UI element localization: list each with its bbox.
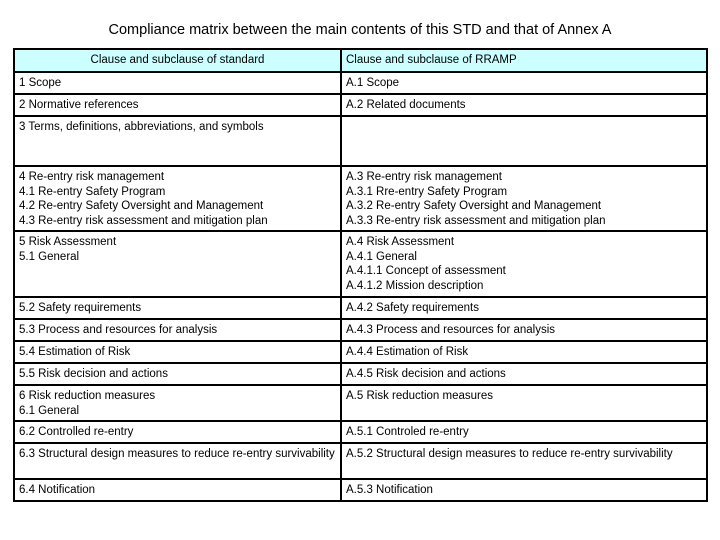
table-row [14, 443, 707, 479]
cell-rramp: A.1 Scope [341, 72, 707, 94]
cell-rramp [341, 116, 707, 166]
table-row [14, 421, 707, 443]
cell-standard: 5.3 Process and resources for analysis [14, 319, 341, 341]
cell-rramp: A.5.1 Controled re-entry [341, 421, 707, 443]
cell-standard: 6.4 Notification [14, 479, 341, 501]
table-header-row [14, 49, 707, 72]
cell-standard: 5.4 Estimation of Risk [14, 341, 341, 363]
cell-standard: 3 Terms, definitions, abbreviations, and symbols [14, 116, 341, 166]
compliance-matrix-table [13, 48, 708, 502]
table-row [14, 297, 707, 319]
cell-rramp: A.4 Risk Assessment A.4.1 General A.4.1.1 Concept of assessment A.4.1.2 Mission description [341, 231, 707, 297]
table-row [14, 231, 707, 297]
cell-standard: 6.2 Controlled re-entry [14, 421, 341, 443]
table-row [14, 319, 707, 341]
page-title: Compliance matrix between the main contents of this STD and that of Annex A [108, 22, 612, 38]
cell-rramp: A.4.3 Process and resources for analysis [341, 319, 707, 341]
cell-rramp: A.5.2 Structural design measures to reduce re-entry survivability [341, 443, 707, 479]
table-row [14, 116, 707, 166]
cell-standard: 5.5 Risk decision and actions [14, 363, 341, 385]
table-row [14, 385, 707, 421]
cell-standard: 6.3 Structural design measures to reduce re-entry survivability [14, 443, 341, 479]
cell-rramp: A.3 Re-entry risk management A.3.1 Rre-entry Safety Program A.3.2 Re-entry Safety Oversight and Management A.3.3 Re-entry risk assessment and mitigation plan [341, 166, 707, 231]
cell-standard: 4 Re-entry risk management 4.1 Re-entry Safety Program 4.2 Re-entry Safety Oversight and Management 4.3 Re-entry risk assessment and mitigation plan [14, 166, 341, 231]
table-row [14, 479, 707, 501]
cell-standard: 1 Scope [14, 72, 341, 94]
table-row [14, 94, 707, 116]
table-row [14, 72, 707, 94]
table-row [14, 341, 707, 363]
cell-rramp: A.4.5 Risk decision and actions [341, 363, 707, 385]
cell-standard: 6 Risk reduction measures 6.1 General [14, 385, 341, 421]
table-row [14, 166, 707, 231]
cell-rramp: A.5.3 Notification [341, 479, 707, 501]
header-standard: Clause and subclause of standard [14, 49, 341, 72]
cell-rramp: A.2 Related documents [341, 94, 707, 116]
cell-standard: 2 Normative references [14, 94, 341, 116]
cell-standard: 5.2 Safety requirements [14, 297, 341, 319]
cell-rramp: A.4.2 Safety requirements [341, 297, 707, 319]
cell-rramp: A.4.4 Estimation of Risk [341, 341, 707, 363]
cell-rramp: A.5 Risk reduction measures [341, 385, 707, 421]
cell-standard: 5 Risk Assessment 5.1 General [14, 231, 341, 297]
table-row [14, 363, 707, 385]
header-rramp: Clause and subclause of RRAMP [341, 49, 707, 72]
